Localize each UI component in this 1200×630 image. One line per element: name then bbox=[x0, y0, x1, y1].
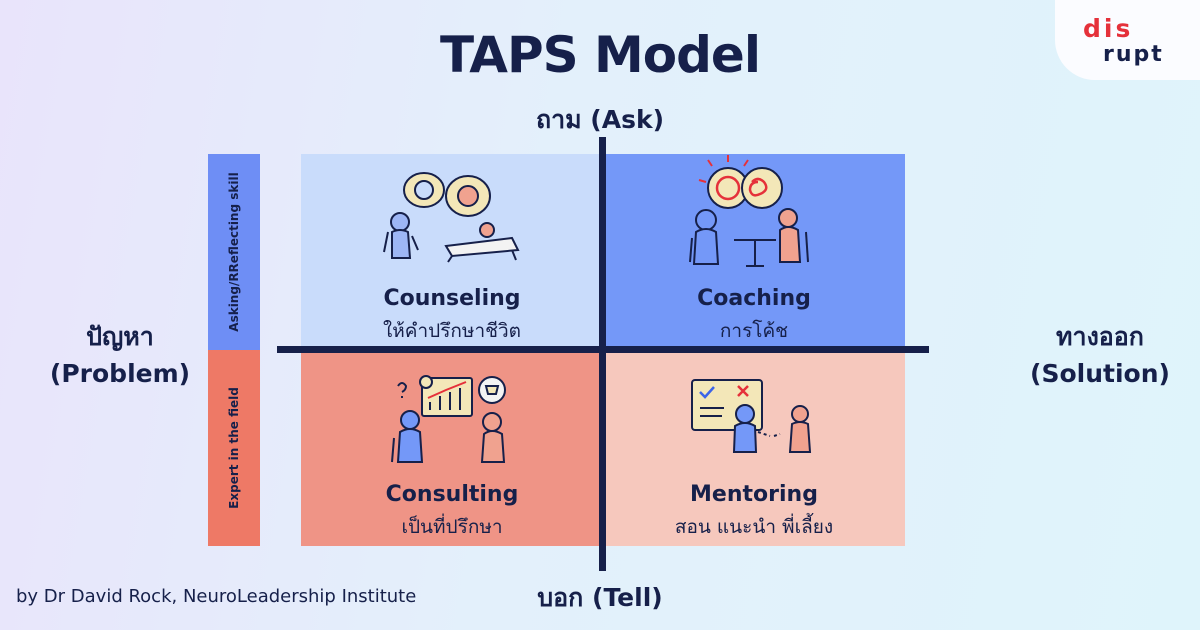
quadrant-consulting-subtitle: เป็นที่ปรึกษา bbox=[401, 516, 503, 538]
logo-rupt: rupt bbox=[1103, 42, 1164, 67]
quadrant-mentoring-title: Mentoring bbox=[690, 482, 818, 507]
logo-dis: dis bbox=[1083, 14, 1134, 43]
coaching-illustration-icon bbox=[690, 155, 808, 266]
counseling-illustration-icon bbox=[384, 173, 518, 262]
sidebar-asking-skill-label: Asking/RReflecting skill bbox=[227, 172, 241, 332]
consulting-illustration-icon bbox=[392, 376, 505, 462]
sidebar-expert-label: Expert in the field bbox=[227, 387, 241, 509]
axis-label-tell: บอก (Tell) bbox=[537, 583, 663, 612]
horizontal-axis-line bbox=[277, 346, 929, 353]
page-title: TAPS Model bbox=[440, 26, 760, 84]
axis-label-solution-th: ทางออก bbox=[1056, 322, 1144, 351]
mentoring-illustration-icon bbox=[692, 380, 810, 452]
quadrant-coaching-title: Coaching bbox=[697, 286, 811, 311]
quadrant-consulting-title: Consulting bbox=[385, 482, 519, 507]
axis-label-solution-en: (Solution) bbox=[1030, 359, 1170, 388]
quadrant-counseling-title: Counseling bbox=[383, 286, 521, 311]
credit-text: by Dr David Rock, NeuroLeadership Institute bbox=[16, 586, 417, 607]
vertical-axis-line bbox=[599, 137, 606, 571]
axis-label-problem-th: ปัญหา bbox=[86, 322, 154, 351]
quadrant-mentoring-subtitle: สอน แนะนำ พี่เลี้ยง bbox=[674, 516, 834, 538]
axis-label-problem-en: (Problem) bbox=[49, 359, 191, 388]
quadrant-counseling-subtitle: ให้คำปรึกษาชีวิต bbox=[382, 320, 522, 342]
quadrant-coaching-subtitle: การโค้ช bbox=[719, 320, 789, 342]
axis-label-ask: ถาม (Ask) bbox=[535, 105, 665, 134]
